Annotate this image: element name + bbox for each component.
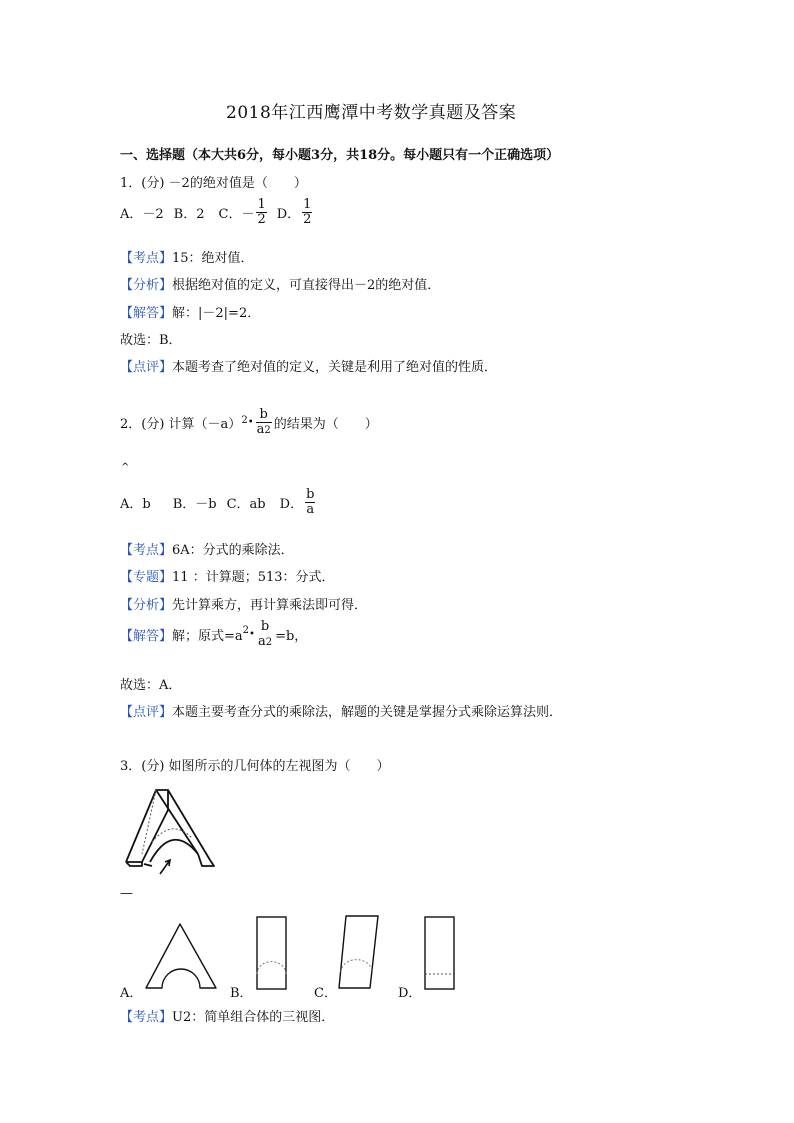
- jieda-tag: 【解答】: [120, 306, 173, 321]
- zhuanti-tag: 【专题】: [120, 570, 173, 585]
- q1-option-d-numerator: 1: [303, 197, 312, 212]
- q2-jieda-denominator: [257, 635, 273, 649]
- q2-zhuanti: [120, 566, 335, 585]
- q2-fraction-numerator: b: [259, 407, 268, 422]
- q2-dianping: [120, 701, 562, 720]
- q2-stem-pre: 2．(分) 计算（－a）: [120, 417, 242, 433]
- q3-option-a-figure: [144, 922, 218, 990]
- q2-option-d-denominator: a: [306, 502, 315, 518]
- section-header: 一、选择题（本大共6分，每小题3分，共18分。每小题只有一个正确选项）: [120, 148, 560, 163]
- q3-option-c-figure: [338, 914, 380, 990]
- q1-jieda-text: 解：|－2|=2．: [172, 306, 261, 321]
- q2-stem-fraction: [256, 408, 272, 438]
- q1-kaodian: [120, 247, 254, 266]
- q2-kaodian-text: 6A：分式的乘除法．: [172, 543, 294, 558]
- q3-dash: —: [120, 886, 133, 901]
- kaodian-tag: 【考点】: [120, 543, 173, 558]
- q2-jieda-pre: 解；原式=a: [172, 629, 243, 645]
- q2-jieda-post: =b，: [275, 629, 308, 645]
- q2-exponent: 2: [241, 415, 248, 427]
- q2-jieda-dot: •: [249, 629, 255, 641]
- kaodian-tag: 【考点】: [120, 251, 173, 266]
- fenxi-tag: 【分析】: [120, 278, 173, 293]
- q2-jieda-exp: 2: [242, 625, 250, 637]
- q1-option-c-numerator: 1: [257, 197, 266, 212]
- q2-fraction-denominator-base: a: [256, 422, 265, 438]
- q1-dianping-text: 本题考查了绝对值的定义，关键是利用了绝对值的性质．: [172, 360, 498, 375]
- q2-stem: [120, 408, 378, 438]
- q1-option-d-denominator: 2: [303, 212, 312, 228]
- q3-option-b-figure: [256, 916, 288, 990]
- q1-option-b: B．2: [173, 207, 205, 223]
- q2-jieda: [120, 620, 307, 650]
- q2-fraction-denominator: [256, 423, 272, 437]
- fenxi-tag: 【分析】: [120, 598, 173, 613]
- q3-option-a-label: A．: [120, 986, 143, 1001]
- q2-jieda-denominator-base: a: [257, 634, 266, 650]
- q1-guxuan: 故选：B．: [120, 333, 182, 348]
- q2-guxuan: 故选：A．: [120, 678, 182, 693]
- q1-kaodian-text: 15：绝对值．: [172, 251, 254, 266]
- q1-option-d-fraction: [302, 198, 312, 228]
- q3-solid-figure: [122, 782, 222, 880]
- q1-option-c-fraction: [256, 198, 266, 228]
- q1-stem: 1．(分) －2的绝对值是（ ）: [120, 176, 307, 191]
- q2-stem-post: 的结果为（ ）: [273, 417, 378, 433]
- q2-option-d-fraction: [305, 488, 315, 518]
- q1-dianping: [120, 356, 497, 375]
- q2-option-b: B．－b: [172, 497, 217, 513]
- q1-option-c: C．－: [218, 207, 255, 223]
- dianping-tag: 【点评】: [120, 360, 173, 375]
- q2-jieda-denominator-exp: 2: [265, 637, 273, 649]
- q2-dianping-text: 本题主要考查分式的乘除法，解题的关键是掌握分式乘除运算法则．: [172, 705, 563, 720]
- q2-option-d: D．: [279, 497, 304, 513]
- q2-option-a: A．b: [120, 497, 151, 513]
- q2-option-d-numerator: b: [306, 487, 315, 502]
- q2-jieda-numerator: b: [260, 619, 270, 634]
- q1-fenxi-text: 根据绝对值的定义，可直接得出－2的绝对值．: [172, 278, 441, 293]
- q2-fenxi-text: 先计算乘方，再计算乘法即可得．: [172, 598, 368, 613]
- q1-options: [120, 198, 314, 228]
- jieda-tag: 【解答】: [120, 629, 173, 645]
- q3-option-d-label: D．: [398, 986, 422, 1001]
- q2-option-c: C．ab: [226, 497, 266, 513]
- q1-fenxi: [120, 274, 440, 293]
- kaodian-tag: 【考点】: [120, 1010, 173, 1025]
- q2-fraction-denominator-exp: 2: [264, 425, 271, 437]
- dianping-tag: 【点评】: [120, 705, 173, 720]
- q2-fenxi: [120, 594, 367, 613]
- q1-jieda: [120, 302, 260, 321]
- q2-caret: ^: [121, 462, 130, 473]
- q1-option-c-denominator: 2: [257, 212, 266, 228]
- q1-option-d: D．: [276, 207, 301, 223]
- q3-option-d-figure: [424, 916, 456, 990]
- q3-stem: 3．(分) 如图所示的几何体的左视图为（ ）: [120, 759, 390, 774]
- q2-zhuanti-text: 11 ：计算题；513：分式．: [172, 570, 335, 585]
- page-title: 2018年江西鹰潭中考数学真题及答案: [226, 103, 517, 123]
- q2-dot: •: [247, 417, 254, 429]
- q2-jieda-fraction: [257, 620, 273, 650]
- q3-option-b-label: B．: [230, 986, 253, 1001]
- q2-kaodian: [120, 539, 294, 558]
- q3-kaodian: [120, 1006, 334, 1025]
- q3-option-c-label: C．: [314, 986, 337, 1001]
- q2-options: [120, 488, 317, 518]
- q3-kaodian-text: U2：简单组合体的三视图．: [172, 1010, 335, 1025]
- q1-option-a: A．－2: [120, 207, 164, 223]
